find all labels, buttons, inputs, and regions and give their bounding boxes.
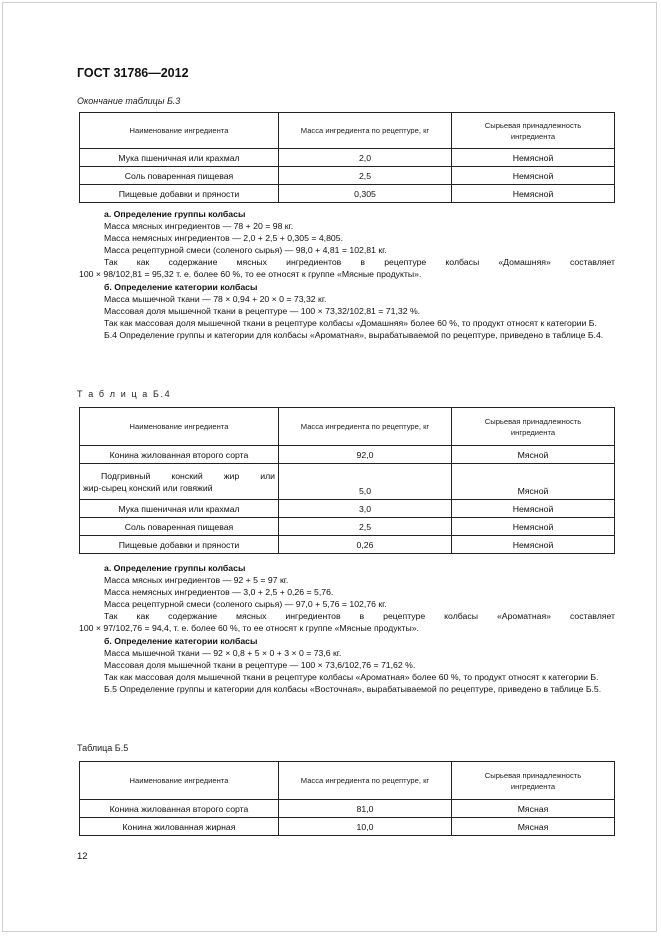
text-block-1	[79, 208, 615, 341]
col-origin-header: Сырьевая принадлежность ингредиента	[452, 408, 615, 446]
table4-caption: Т а б л и ц а Б.4	[77, 389, 172, 399]
paragraph: Масса немясных ингредиентов — 3,0 + 2,5 + 0,26 = 5,76.	[104, 587, 334, 598]
paragraph: Массовая доля мышечной ткани в рецептуре — 100 × 73,6/102,76 = 71,62 %.	[104, 659, 416, 670]
paragraph: Так как содержание мясных ингредиентов в рецептуре колбасы «Ароматная» составляет	[104, 611, 615, 622]
table5-caption: Таблица Б.5	[77, 743, 129, 753]
text-block-2	[79, 562, 615, 695]
document-header: ГОСТ 31786—2012	[77, 66, 189, 80]
paragraph: Масса мясных ингредиентов — 92 + 5 = 97 кг.	[104, 575, 289, 586]
paragraph: 100 × 97/102,76 = 94,4, т. е. более 60 %, то ее относят к группе «Мясные продукты».	[79, 623, 419, 634]
paragraph: Так как массовая доля мышечной ткани в рецептуре колбасы «Ароматная» более 60 %, то продукт относят к категории Б.	[104, 671, 599, 682]
col-name-header: Наименование ингредиента	[80, 408, 279, 446]
table-row: Подгривный конский жир или жир-сырец конский или говяжий 5,0 Мясной	[80, 464, 615, 500]
section-heading: а. Определение группы колбасы	[104, 563, 246, 573]
section-heading: б. Определение категории колбасы	[104, 281, 258, 292]
table-row: Соль поваренная пищевая 2,5 Немясной	[80, 518, 615, 536]
table3-caption: Окончание таблицы Б.3	[77, 96, 181, 106]
table-row: Конина жилованная второго сорта 81,0 Мясная	[80, 800, 615, 818]
table-b5	[79, 761, 615, 836]
section-heading: а. Определение группы колбасы	[104, 209, 246, 219]
table-header-row	[80, 762, 615, 800]
table-row: Конина жилованная жирная 10,0 Мясная	[80, 818, 615, 836]
paragraph: Масса мясных ингредиентов — 78 + 20 = 98 кг.	[104, 221, 294, 232]
paragraph: Б.5 Определение группы и категории для колбасы «Восточная», вырабатываемой по рецептуре, приведено в таблице Б.5.	[104, 683, 602, 694]
col-mass-header: Масса ингредиента по рецептуре, кг	[279, 762, 452, 800]
table-row: Мука пшеничная или крахмал 3,0 Немясной	[80, 500, 615, 518]
table-row: Конина жилованная второго сорта 92,0 Мясной	[80, 446, 615, 464]
paragraph: Масса мышечной ткани — 92 × 0,8 + 5 × 0 + 3 × 0 = 73,6 кг.	[104, 647, 342, 658]
col-name-header: Наименование ингредиента	[80, 762, 279, 800]
table-header-row	[80, 113, 615, 149]
page-number: 12	[77, 851, 88, 862]
table-header-row	[80, 408, 615, 446]
section-heading: б. Определение категории колбасы	[104, 635, 258, 646]
table-row: Пищевые добавки и пряности 0,305 Немясной	[80, 185, 615, 203]
paragraph: Масса мышечной ткани — 78 × 0,94 + 20 × 0 = 73,32 кг.	[104, 293, 327, 304]
table-row: Соль поваренная пищевая 2,5 Немясной	[80, 167, 615, 185]
table-row: Пищевые добавки и пряности 0,26 Немясной	[80, 536, 615, 554]
paragraph: Массовая доля мышечной ткани в рецептуре — 100 × 73,32/102,81 = 71,32 %.	[104, 305, 421, 316]
table-row: Мука пшеничная или крахмал 2,0 Немясной	[80, 149, 615, 167]
col-origin-header: Сырьевая принадлежность ингредиента	[452, 762, 615, 800]
table-b4	[79, 407, 615, 554]
paragraph: Так как массовая доля мышечной ткани в рецептуре колбасы «Домашняя» более 60 %, то продукт относят к категории Б.	[104, 317, 597, 328]
paragraph: Б.4 Определение группы и категории для колбасы «Ароматная», вырабатываемой по рецептуре, приведено в таблице Б.4.	[104, 329, 604, 340]
col-mass-header: Масса ингредиента по рецептуре, кг	[279, 113, 452, 149]
col-mass-header: Масса ингредиента по рецептуре, кг	[279, 408, 452, 446]
paragraph: Масса рецептурной смеси (соленого сырья) — 98,0 + 4,81 = 102,81 кг.	[104, 245, 387, 256]
paragraph: Масса немясных ингредиентов — 2,0 + 2,5 + 0,305 = 4,805.	[104, 233, 343, 244]
table-b3	[79, 112, 615, 203]
paragraph: 100 × 98/102,81 = 95,32 т. е. более 60 %, то ее относят к группе «Мясные продукты».	[79, 269, 422, 280]
paragraph: Масса рецептурной смеси (соленого сырья) — 97,0 + 5,76 = 102,76 кг.	[104, 599, 387, 610]
col-name-header: Наименование ингредиента	[80, 113, 279, 149]
col-origin-header: Сырьевая принадлежность ингредиента	[452, 113, 615, 149]
paragraph: Так как содержание мясных ингредиентов в рецептуре колбасы «Домашняя» составляет	[104, 257, 615, 268]
